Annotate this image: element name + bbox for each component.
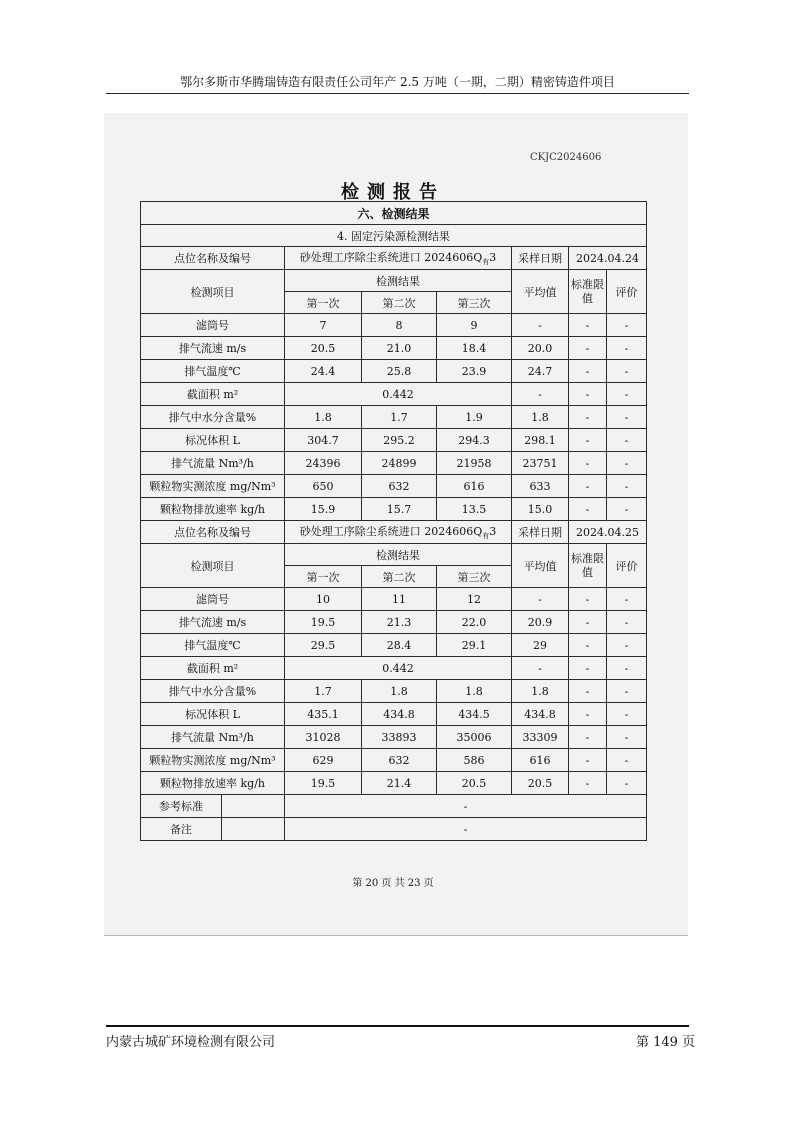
table-row: [141, 657, 647, 680]
results-table: [140, 201, 647, 841]
value-third: 35006: [437, 726, 512, 749]
value-average: -: [512, 657, 569, 680]
item-name: 排气流量 Nm³/h: [141, 726, 285, 749]
value-average: 20.9: [512, 611, 569, 634]
table-row: [141, 772, 647, 795]
item-name: 滤筒号: [141, 314, 285, 337]
value-evaluation: -: [607, 611, 647, 634]
value-second: 632: [362, 749, 437, 772]
value-limit: -: [569, 337, 607, 360]
point-number: 3: [489, 250, 497, 264]
value-evaluation: -: [607, 314, 647, 337]
value-limit: -: [569, 498, 607, 521]
value-evaluation: -: [607, 726, 647, 749]
value-first: 435.1: [285, 703, 362, 726]
point-number: 3: [489, 524, 497, 538]
value-first: 24.4: [285, 360, 362, 383]
value-evaluation: -: [607, 657, 647, 680]
average-header: 平均值: [512, 270, 569, 314]
value-first: 20.5: [285, 337, 362, 360]
value-first: 7: [285, 314, 362, 337]
value-evaluation: -: [607, 429, 647, 452]
value-first: 629: [285, 749, 362, 772]
table-row: [141, 680, 647, 703]
value-first: 304.7: [285, 429, 362, 452]
value-average: -: [512, 383, 569, 406]
item-name: 颗粒物排放速率 kg/h: [141, 772, 285, 795]
table-row: [141, 726, 647, 749]
value-average: 633: [512, 475, 569, 498]
item-name: 排气流速 m/s: [141, 611, 285, 634]
table-row: [141, 452, 647, 475]
header-divider: [106, 93, 689, 94]
limit-header: 标准限值: [569, 270, 607, 314]
value-second: 21.0: [362, 337, 437, 360]
value-limit: -: [569, 588, 607, 611]
point-name-cell: [285, 247, 512, 270]
value-average: -: [512, 588, 569, 611]
value-third: 18.4: [437, 337, 512, 360]
value-first: 19.5: [285, 772, 362, 795]
value-third: 13.5: [437, 498, 512, 521]
results-header: 检测结果: [285, 544, 512, 566]
value-first: 10: [285, 588, 362, 611]
value-third: 9: [437, 314, 512, 337]
value-average: 24.7: [512, 360, 569, 383]
value-evaluation: -: [607, 498, 647, 521]
point-subscript: 有: [482, 532, 490, 541]
item-name: 排气流速 m/s: [141, 337, 285, 360]
value-second: 21.3: [362, 611, 437, 634]
report-title: 检测报告: [341, 182, 445, 203]
first-header: 第一次: [285, 566, 362, 588]
value-limit: -: [569, 360, 607, 383]
value-first: 15.9: [285, 498, 362, 521]
value-third: 586: [437, 749, 512, 772]
value-evaluation: -: [607, 452, 647, 475]
sample-date: 2024.04.25: [569, 521, 647, 544]
second-header: 第二次: [362, 292, 437, 314]
value-average: 616: [512, 749, 569, 772]
value-second: 15.7: [362, 498, 437, 521]
first-header: 第一次: [285, 292, 362, 314]
value-third: 294.3: [437, 429, 512, 452]
table-row: [141, 703, 647, 726]
value-second: 8: [362, 314, 437, 337]
value-average: 20.0: [512, 337, 569, 360]
value-average: 1.8: [512, 680, 569, 703]
item-name: 标况体积 L: [141, 703, 285, 726]
value-average: 15.0: [512, 498, 569, 521]
report-page-number: 第 20 页 共 23 页: [352, 878, 434, 889]
item-name: 颗粒物实测浓度 mg/Nm³: [141, 475, 285, 498]
value-third: 1.8: [437, 680, 512, 703]
value-evaluation: -: [607, 772, 647, 795]
reference-label: 参考标准: [141, 795, 285, 818]
value-evaluation: -: [607, 703, 647, 726]
item-name: 排气温度℃: [141, 360, 285, 383]
value-third: 29.1: [437, 634, 512, 657]
table-row: [141, 634, 647, 657]
value-evaluation: -: [607, 588, 647, 611]
table-row: [141, 406, 647, 429]
point-name-cell: [285, 521, 512, 544]
value-first: 19.5: [285, 611, 362, 634]
value-first: 650: [285, 475, 362, 498]
value-average: 298.1: [512, 429, 569, 452]
value-limit: -: [569, 680, 607, 703]
item-name: 排气温度℃: [141, 634, 285, 657]
value-limit: -: [569, 429, 607, 452]
value-evaluation: -: [607, 475, 647, 498]
sample-date: 2024.04.24: [569, 247, 647, 270]
value-evaluation: -: [607, 406, 647, 429]
item-header: 检测项目: [141, 544, 285, 588]
value-evaluation: -: [607, 360, 647, 383]
value-second: 28.4: [362, 634, 437, 657]
point-subscript: 有: [482, 258, 490, 267]
value-third: 616: [437, 475, 512, 498]
value-evaluation: -: [607, 680, 647, 703]
second-header: 第二次: [362, 566, 437, 588]
item-name: 颗粒物实测浓度 mg/Nm³: [141, 749, 285, 772]
table-row: [141, 337, 647, 360]
value-second: 24899: [362, 452, 437, 475]
item-name: 排气中水分含量%: [141, 680, 285, 703]
section-title: 六、检测结果: [141, 202, 647, 225]
third-header: 第三次: [437, 566, 512, 588]
value-limit: -: [569, 749, 607, 772]
value-third: 434.5: [437, 703, 512, 726]
value-limit: -: [569, 383, 607, 406]
value-second: 11: [362, 588, 437, 611]
value-limit: -: [569, 314, 607, 337]
footer-page-number: 第 149 页: [636, 1035, 696, 1050]
value-second: 632: [362, 475, 437, 498]
table-row: [141, 749, 647, 772]
value-average: 29: [512, 634, 569, 657]
table-row: [141, 475, 647, 498]
results-header: 检测结果: [285, 270, 512, 292]
value-evaluation: -: [607, 749, 647, 772]
point-label: 点位名称及编号: [141, 521, 285, 544]
table-row: [141, 383, 647, 406]
table-row: [141, 429, 647, 452]
value-limit: -: [569, 634, 607, 657]
item-name: 标况体积 L: [141, 429, 285, 452]
table-row: [141, 588, 647, 611]
value-first: 29.5: [285, 634, 362, 657]
reference-value: -: [285, 795, 647, 818]
item-name: 颗粒物排放速率 kg/h: [141, 498, 285, 521]
value-first: 24396: [285, 452, 362, 475]
value-second: 1.8: [362, 680, 437, 703]
point-name: 砂处理工序除尘系统进口 2024606Q: [299, 250, 483, 264]
value-evaluation: -: [607, 337, 647, 360]
item-header: 检测项目: [141, 270, 285, 314]
item-name: 截面积 m²: [141, 657, 285, 680]
value-limit: -: [569, 772, 607, 795]
value-evaluation: -: [607, 383, 647, 406]
value-limit: -: [569, 452, 607, 475]
value-third: 1.9: [437, 406, 512, 429]
evaluation-header: 评价: [607, 544, 647, 588]
value-third: 12: [437, 588, 512, 611]
value-first: 31028: [285, 726, 362, 749]
value-first: 1.8: [285, 406, 362, 429]
remarks-label: 备注: [141, 818, 285, 841]
evaluation-header: 评价: [607, 270, 647, 314]
item-name: 排气中水分含量%: [141, 406, 285, 429]
table-row: [141, 314, 647, 337]
value-limit: -: [569, 475, 607, 498]
third-header: 第三次: [437, 292, 512, 314]
value-average: 33309: [512, 726, 569, 749]
point-name: 砂处理工序除尘系统进口 2024606Q: [299, 524, 483, 538]
item-name: 排气流量 Nm³/h: [141, 452, 285, 475]
merged-value: 0.442: [285, 657, 512, 680]
value-average: 434.8: [512, 703, 569, 726]
value-second: 1.7: [362, 406, 437, 429]
sample-date-label: 采样日期: [512, 247, 569, 270]
value-second: 25.8: [362, 360, 437, 383]
table-row: [141, 498, 647, 521]
value-limit: -: [569, 726, 607, 749]
value-first: 1.7: [285, 680, 362, 703]
point-label: 点位名称及编号: [141, 247, 285, 270]
value-limit: -: [569, 406, 607, 429]
value-second: 295.2: [362, 429, 437, 452]
value-second: 33893: [362, 726, 437, 749]
item-name: 截面积 m²: [141, 383, 285, 406]
value-limit: -: [569, 657, 607, 680]
report-code: CKJC2024606: [530, 152, 602, 163]
remarks-value: -: [285, 818, 647, 841]
value-average: 23751: [512, 452, 569, 475]
average-header: 平均值: [512, 544, 569, 588]
table-row: [141, 611, 647, 634]
value-third: 23.9: [437, 360, 512, 383]
document-header: 鄂尔多斯市华腾瑞铸造有限责任公司年产 2.5 万吨（一期，二期）精密铸造件项目: [180, 75, 615, 89]
value-average: 20.5: [512, 772, 569, 795]
footer-company: 内蒙古城矿环境检测有限公司: [106, 1035, 276, 1050]
table-row: [141, 360, 647, 383]
item-name: 滤筒号: [141, 588, 285, 611]
value-limit: -: [569, 703, 607, 726]
value-third: 20.5: [437, 772, 512, 795]
footer-divider: [106, 1025, 689, 1027]
value-evaluation: -: [607, 634, 647, 657]
value-third: 22.0: [437, 611, 512, 634]
value-second: 434.8: [362, 703, 437, 726]
sample-date-label: 采样日期: [512, 521, 569, 544]
value-average: -: [512, 314, 569, 337]
merged-value: 0.442: [285, 383, 512, 406]
limit-header: 标准限值: [569, 544, 607, 588]
value-third: 21958: [437, 452, 512, 475]
value-second: 21.4: [362, 772, 437, 795]
value-average: 1.8: [512, 406, 569, 429]
subsection-title: 4. 固定污染源检测结果: [141, 225, 647, 247]
value-limit: -: [569, 611, 607, 634]
